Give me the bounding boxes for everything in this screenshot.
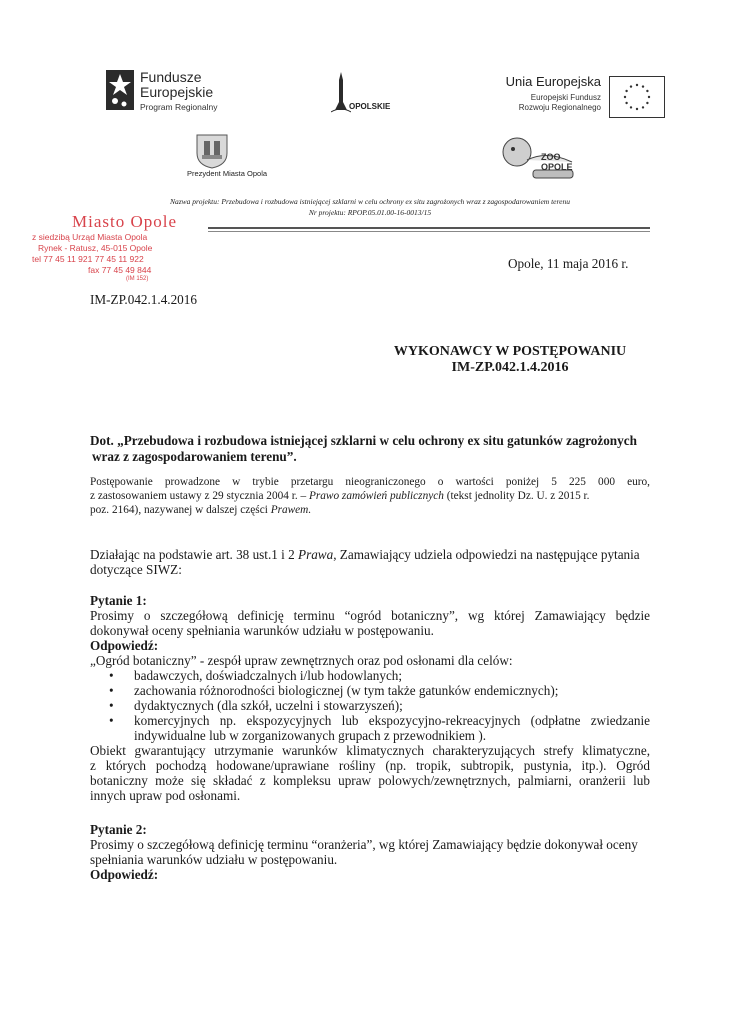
zoo-logo bbox=[497, 132, 577, 182]
answer-1-label: Odpowiedź: bbox=[90, 638, 159, 653]
subject-line2: wraz z zagospodarowaniem terenu”. bbox=[92, 449, 297, 464]
intro-line1: Działając na podstawie art. 38 ust.1 i 2 Prawa, Zamawiający udziela odpowiedzi na następujące pytania bbox=[90, 547, 640, 562]
answer-1-intro: „Ogród botaniczny” - zespół upraw zewnętrznych oraz pod osłonami dla celów: bbox=[90, 653, 513, 668]
addressee-heading: WYKONAWCY W POSTĘPOWANIU bbox=[393, 344, 627, 359]
stamp-line4: fax 77 45 49 844 bbox=[88, 265, 152, 275]
procedure-text bbox=[90, 475, 650, 517]
place-date: Opole, 11 maja 2016 r. bbox=[508, 256, 629, 271]
header-divider bbox=[208, 227, 650, 229]
procedure-line2: z zastosowaniem ustawy z 29 stycznia 2004 r. – Prawo zamówień publicznych (tekst jednolity Dz. U. z 2015 r. bbox=[90, 490, 590, 502]
eu-flag-icon bbox=[609, 76, 665, 118]
fe-star-icon bbox=[106, 68, 134, 112]
bullet-item: • badawczych, doświadczalnych i/lub hodowlanych; bbox=[134, 668, 650, 683]
ue-line1: Europejski Fundusz bbox=[530, 93, 601, 102]
ue-line2: Rozwoju Regionalnego bbox=[518, 103, 601, 112]
opolskie-tower-icon bbox=[331, 72, 351, 116]
opolskie-logo bbox=[325, 72, 405, 118]
stamp-line5: (IM 152) bbox=[126, 276, 149, 282]
stamp-title: Miasto Opole bbox=[72, 212, 178, 231]
project-name: Nazwa projektu: Przebudowa i rozbudowa istniejącej szklarni w celu ochrony ex situ zagrożonych wraz z zagospodarowaniem terenu bbox=[170, 197, 570, 206]
question-2-line1: Prosimy o szczegółową definicję terminu “oranżeria”, wg której Zamawiający będzie dokonywał oceny bbox=[90, 837, 638, 852]
addressee-reference: IM-ZP.042.1.4.2016 bbox=[451, 360, 569, 375]
fe-logo bbox=[106, 68, 256, 116]
subject-line1: Dot. „Przebudowa i rozbudowa istniejącej szklarni w celu ochrony ex situ gatunków zagrożonych bbox=[90, 433, 637, 448]
intro-text bbox=[90, 547, 650, 577]
answer-1-bullets bbox=[134, 668, 650, 743]
opolskie-text: OPOLSKIE bbox=[349, 102, 391, 111]
header-divider-thin bbox=[208, 231, 650, 232]
procedure-line3: poz. 2164), nazywanej w dalszej części Prawem. bbox=[90, 504, 312, 516]
question-1-line2: dokonywał oceny spełniania warunków udziału w postępowaniu. bbox=[90, 623, 434, 638]
answer-1-para-line2: z których pochodzą hodowane/uprawiane rośliny (np. tropik, subtropik, pustynia, itp.). Ogród bbox=[90, 758, 650, 773]
reference-number: IM-ZP.042.1.4.2016 bbox=[90, 292, 197, 307]
question-1 bbox=[90, 593, 650, 803]
question-2-label: Pytanie 2: bbox=[90, 822, 147, 837]
intro-line2: dotyczące SIWZ: bbox=[90, 562, 182, 577]
city-stamp bbox=[28, 212, 228, 282]
question-2-line2: spełniania warunków udziału w postępowaniu. bbox=[90, 852, 338, 867]
stamp-line2: Rynek - Ratusz, 45-015 Opole bbox=[38, 243, 153, 253]
stamp-line3: tel 77 45 11 921 77 45 11 922 bbox=[32, 254, 144, 264]
question-1-line1: Prosimy o szczegółową definicję terminu “ogród botaniczny”, wg której Zamawiający będzie bbox=[90, 608, 650, 623]
bullet-item-continuation: indywidualne lub w zorganizowanych grupach z przewodnikiem ). bbox=[134, 728, 487, 743]
subject bbox=[90, 433, 650, 465]
president-emblem bbox=[180, 133, 280, 179]
procedure-line1: Postępowanie prowadzone w trybie przetargu nieograniczonego o wartości poniżej 5 225 000 euro, bbox=[90, 476, 650, 488]
fe-line3: Program Regionalny bbox=[140, 102, 218, 112]
answer-1-para-line4: innych upraw pod osłonami. bbox=[90, 788, 241, 803]
ue-title: Unia Europejska bbox=[505, 74, 601, 89]
question-2 bbox=[90, 822, 650, 882]
fe-line2: Europejskie bbox=[140, 84, 214, 100]
fe-line1: Fundusze bbox=[140, 69, 202, 85]
zoo-text: ZOO OPOLE bbox=[541, 152, 573, 172]
bullet-item: • komercyjnych np. ekspozycyjnych lub ekspozycyjno-rekreacyjnych (odpłatne zwiedzanie bbox=[134, 713, 650, 728]
answer-1-para-line3: botaniczny może się składać z kompleksu upraw polowych/zewnętrznych, palmiarni, oranżerii lub bbox=[90, 773, 650, 788]
bullet-item: • zachowania różnorodności biologicznej (w tym także gatunków endemicznych); bbox=[134, 683, 650, 698]
bullet-item: • dydaktycznych (dla szkół, uczelni i stowarzyszeń); bbox=[134, 698, 650, 713]
project-number: Nr projektu: RPOP.05.01.00-16-0013/15 bbox=[308, 208, 432, 217]
ue-logo bbox=[490, 74, 665, 122]
stamp-line1: z siedzibą Urząd Miasta Opola bbox=[32, 232, 148, 242]
coat-of-arms-icon bbox=[194, 133, 230, 169]
answer-2-label: Odpowiedź: bbox=[90, 867, 159, 882]
president-caption: Prezydent Miasta Opola bbox=[187, 169, 268, 178]
answer-1-para-line1: Obiekt gwarantujący utrzymanie warunków klimatycznych charakteryzujących strefy klimatyczne, bbox=[90, 743, 650, 758]
question-1-label: Pytanie 1: bbox=[90, 593, 147, 608]
